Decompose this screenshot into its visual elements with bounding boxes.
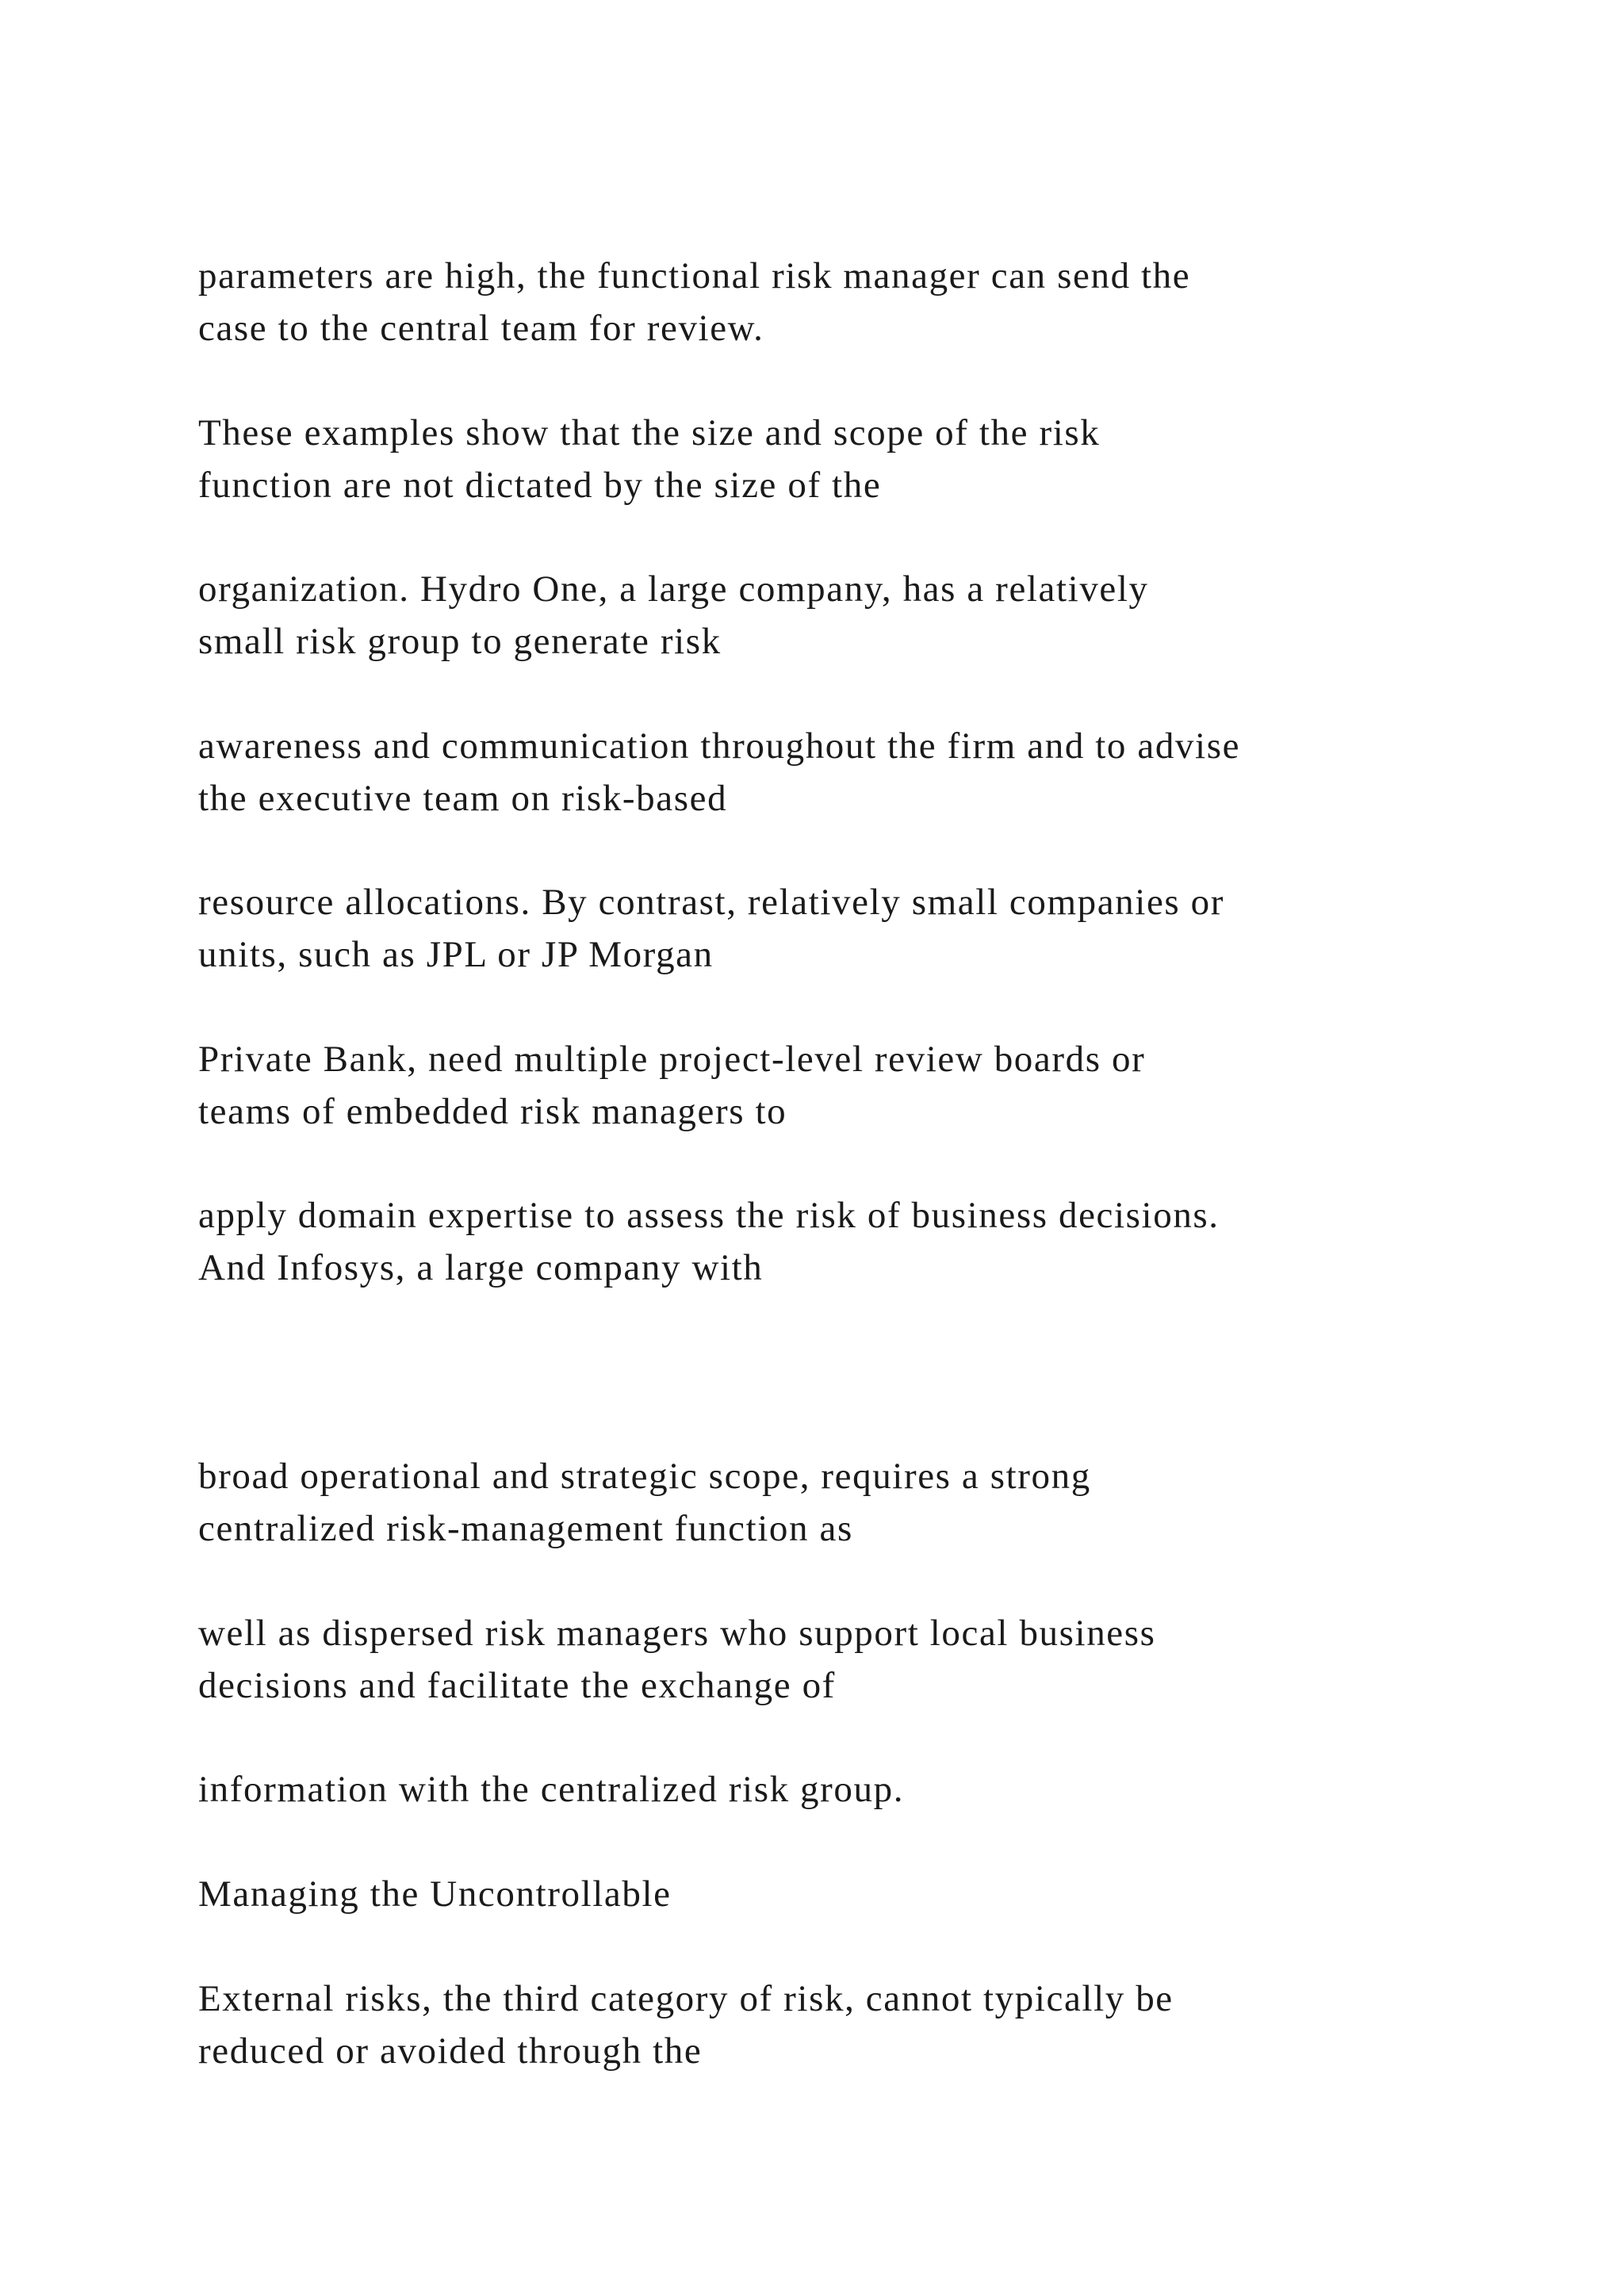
heading-text: Managing the Uncontrollable — [198, 1873, 672, 1915]
text-line: organization. Hydro One, a large company, has a relatively — [198, 568, 1149, 610]
text-line: awareness and communication throughout the firm and to advise — [198, 725, 1241, 767]
text-line: small risk group to generate risk — [198, 621, 722, 662]
text-line: function are not dictated by the size of the — [198, 465, 882, 506]
text-line: apply domain expertise to assess the risk of business decisions. — [198, 1195, 1220, 1236]
text-line: External risks, the third category of risk, cannot typically be — [198, 1978, 1174, 2019]
text-line: And Infosys, a large company with — [198, 1247, 764, 1288]
paragraph-functional-risk-manager — [198, 250, 1507, 354]
text-line: centralized risk-management function as — [198, 1508, 853, 1549]
text-line: broad operational and strategic scope, requires a strong — [198, 1456, 1091, 1497]
paragraph-private-bank — [198, 1033, 1507, 1138]
text-line: Private Bank, need multiple project-level review boards or — [198, 1039, 1146, 1080]
text-line: parameters are high, the functional risk manager can send the — [198, 255, 1191, 297]
paragraph-hydro-one — [198, 563, 1507, 668]
paragraph-examples-show — [198, 407, 1507, 511]
text-line: well as dispersed risk managers who support local business — [198, 1613, 1156, 1654]
text-line: information with the centralized risk group. — [198, 1769, 905, 1810]
paragraph-domain-expertise — [198, 1189, 1507, 1294]
text-line: These examples show that the size and scope of the risk — [198, 412, 1101, 453]
paragraph-awareness — [198, 720, 1507, 825]
section-heading — [198, 1868, 1507, 1920]
paragraph-dispersed-risk-managers — [198, 1607, 1507, 1712]
text-line: teams of embedded risk managers to — [198, 1091, 787, 1132]
paragraph-external-risks — [198, 1973, 1507, 2077]
paragraph-information-exchange — [198, 1763, 1507, 1816]
paragraph-broad-operational — [198, 1450, 1507, 1555]
text-line: decisions and facilitate the exchange of — [198, 1665, 836, 1706]
paragraph-resource-allocations — [198, 876, 1507, 981]
text-line: resource allocations. By contrast, relatively small companies or — [198, 882, 1224, 923]
text-line: units, such as JPL or JP Morgan — [198, 934, 714, 975]
text-line: the executive team on risk-based — [198, 778, 728, 819]
text-line: reduced or avoided through the — [198, 2030, 703, 2072]
text-line: case to the central team for review. — [198, 308, 764, 349]
